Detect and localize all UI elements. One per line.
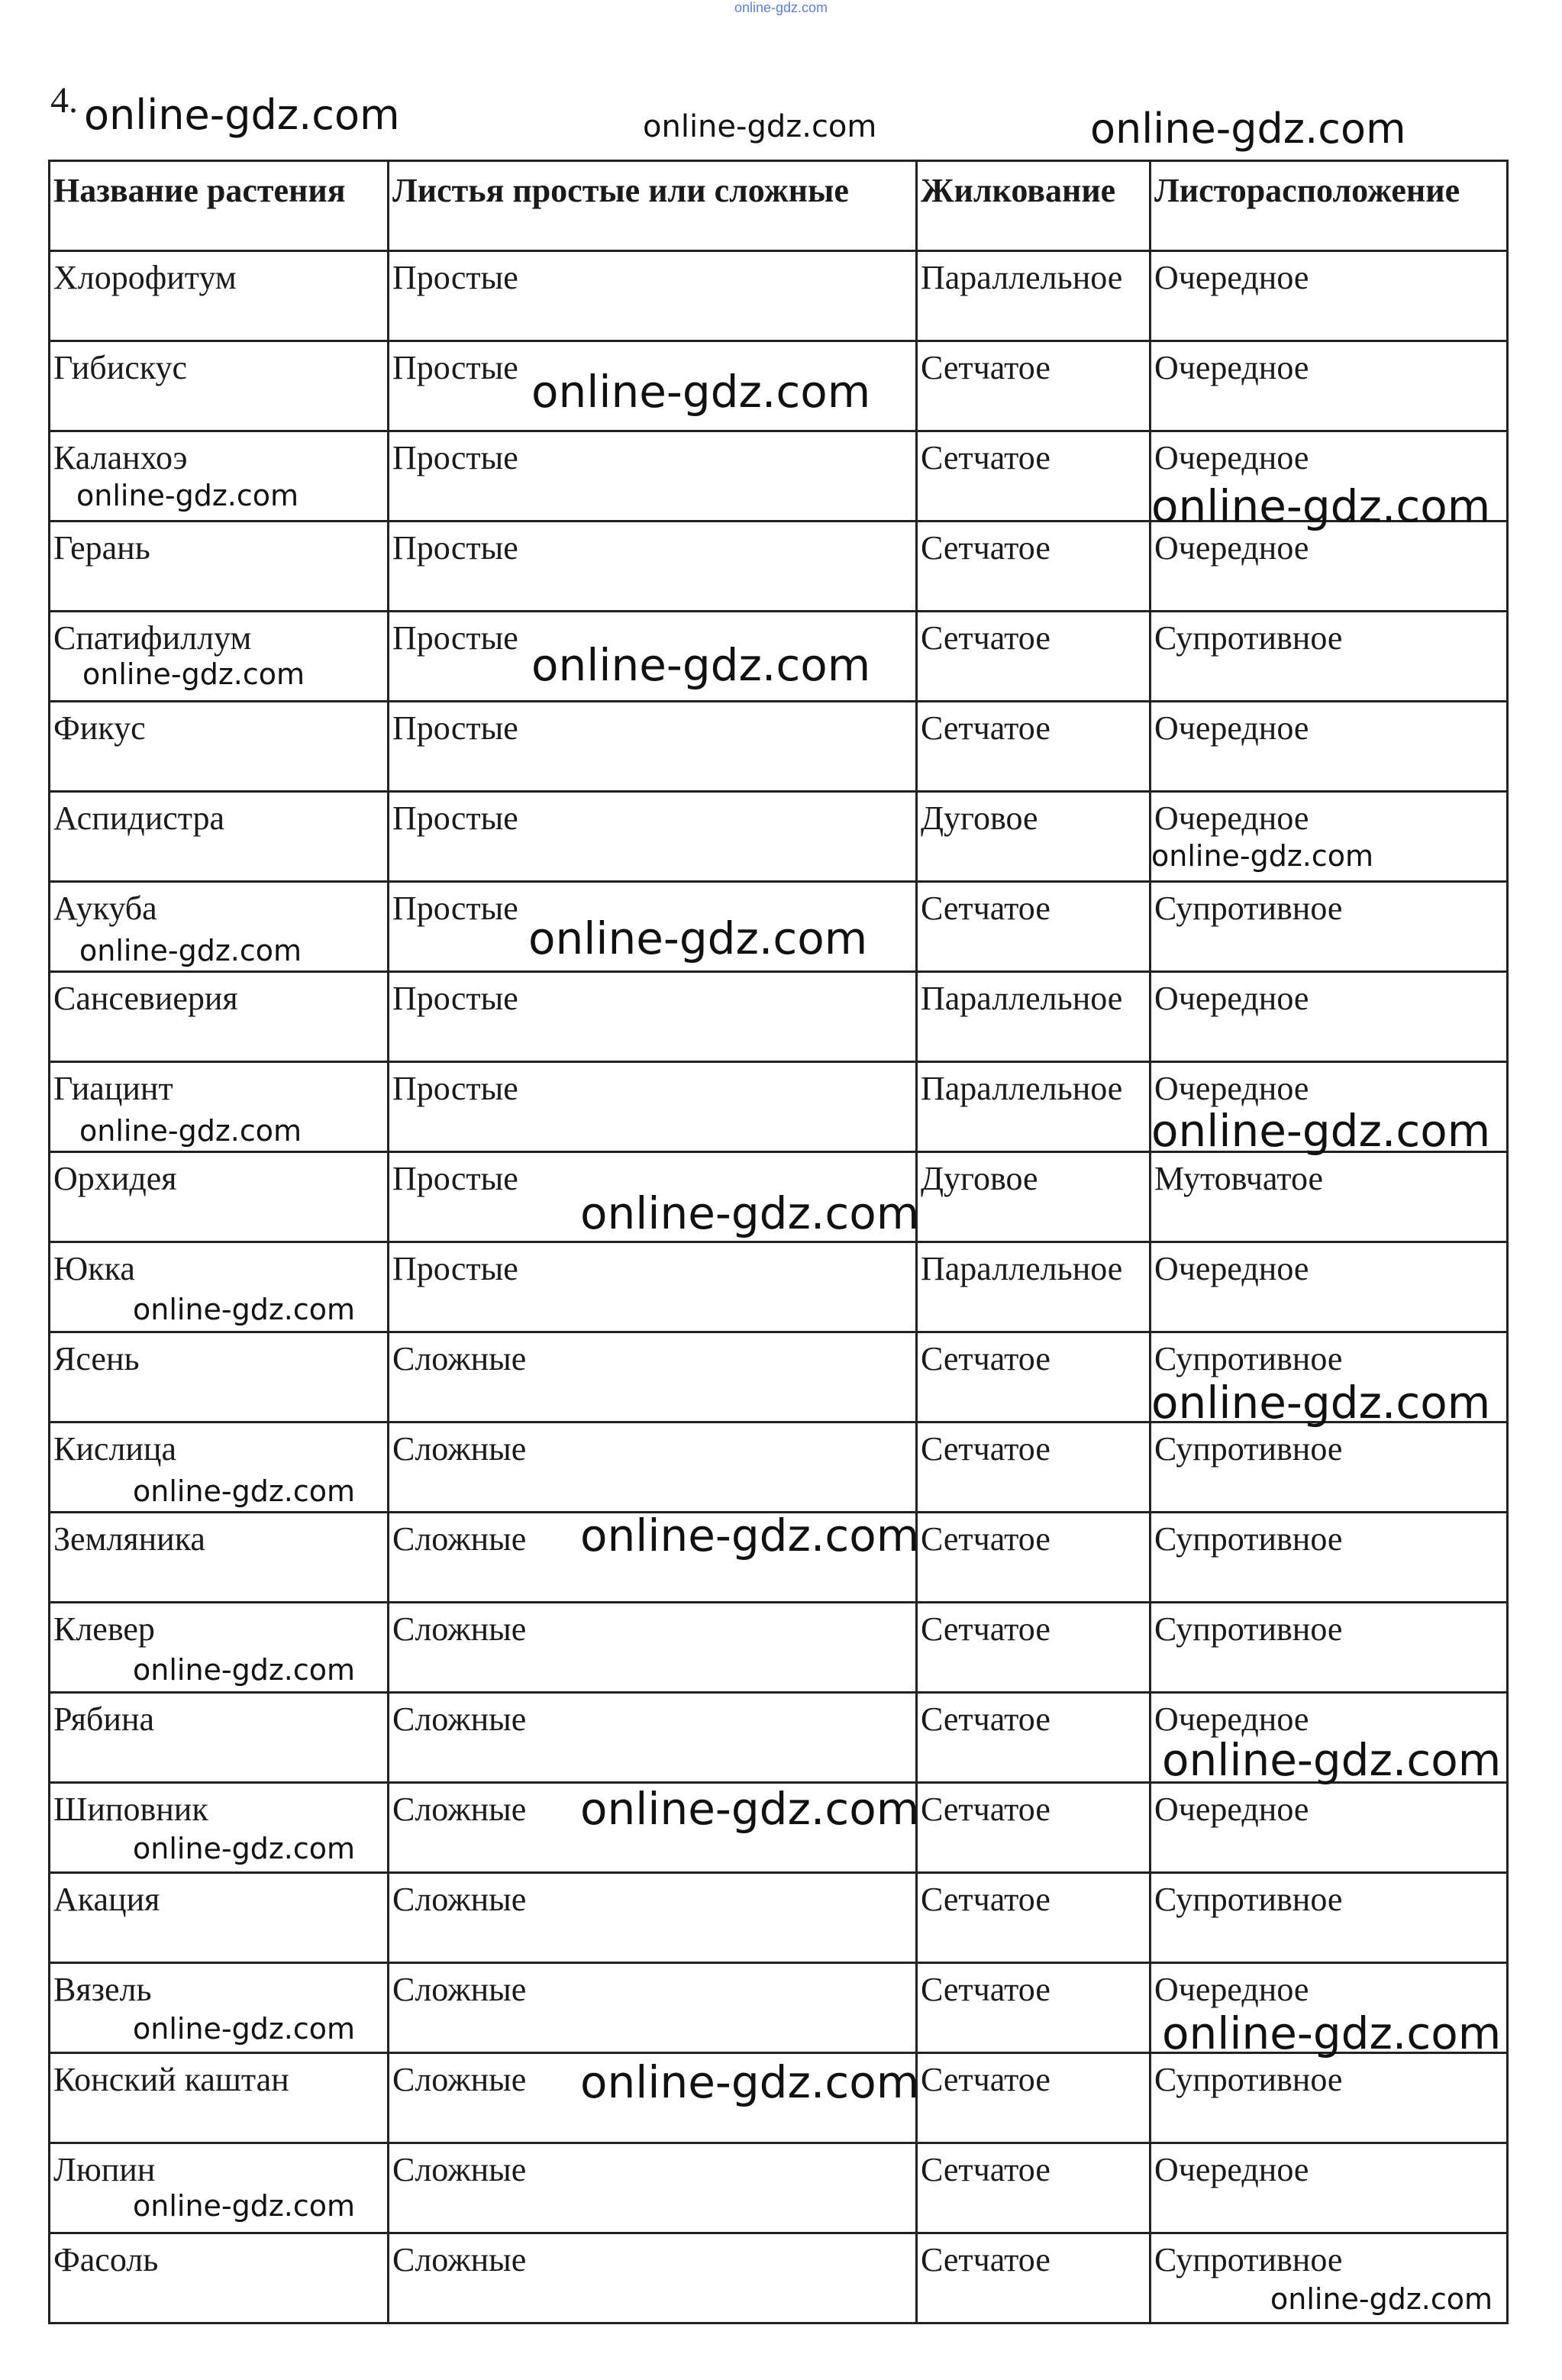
cell-plant-name: Рябина	[50, 1693, 389, 1783]
cell-plant-name: Аукуба	[50, 882, 389, 972]
cell-venation: Параллельное	[917, 251, 1151, 341]
header-leaf-arrangement: Листорасположение	[1151, 161, 1508, 251]
cell-plant-name: Фикус	[50, 702, 389, 792]
watermark: online-gdz.com	[1151, 1377, 1491, 1429]
cell-venation: Сетчатое	[917, 1513, 1151, 1603]
watermark: online-gdz.com	[580, 1187, 920, 1239]
cell-venation: Сетчатое	[917, 2053, 1151, 2143]
cell-leaf-arrangement: Супротивное	[1151, 2233, 1508, 2323]
cell-leaf-type: Сложные	[389, 1963, 917, 2053]
cell-leaf-arrangement: Супротивное	[1151, 612, 1508, 702]
cell-leaf-arrangement: Очередное	[1151, 1062, 1508, 1152]
top-watermark: online-gdz.com	[734, 0, 828, 15]
cell-leaf-type: Сложные	[389, 2053, 917, 2143]
cell-venation: Сетчатое	[917, 2233, 1151, 2323]
cell-leaf-arrangement: Мутовчатое	[1151, 1152, 1508, 1242]
watermark: online-gdz.com	[1162, 2007, 1502, 2059]
watermark: online-gdz.com	[133, 1474, 356, 1508]
cell-leaf-arrangement: Супротивное	[1151, 1603, 1508, 1693]
cell-leaf-arrangement: Супротивное	[1151, 1423, 1508, 1513]
cell-leaf-arrangement: Очередное	[1151, 2143, 1508, 2233]
watermark: online-gdz.com	[1270, 2282, 1493, 2316]
watermark: online-gdz.com	[580, 2056, 920, 2108]
cell-leaf-type: Сложные	[389, 1603, 917, 1693]
cell-leaf-arrangement: Очередное	[1151, 1963, 1508, 2053]
cell-venation: Сетчатое	[917, 2143, 1151, 2233]
cell-plant-name: Юкка	[50, 1242, 389, 1332]
cell-plant-name: Люпин	[50, 2143, 389, 2233]
cell-venation: Дуговое	[917, 792, 1151, 882]
header-leaf-type: Листья простые или сложные	[389, 161, 917, 251]
cell-venation: Сетчатое	[917, 1963, 1151, 2053]
watermark: online-gdz.com	[531, 639, 871, 691]
cell-venation: Параллельное	[917, 972, 1151, 1062]
watermark: online-gdz.com	[82, 657, 305, 691]
cell-leaf-arrangement: Очередное	[1151, 792, 1508, 882]
cell-plant-name: Шиповник	[50, 1783, 389, 1873]
cell-venation: Сетчатое	[917, 1873, 1151, 1963]
watermark: online-gdz.com	[580, 1510, 920, 1561]
cell-venation: Сетчатое	[917, 882, 1151, 972]
watermark: online-gdz.com	[1151, 480, 1491, 532]
cell-plant-name: Гиацинт	[50, 1062, 389, 1152]
cell-leaf-type: Сложные	[389, 2143, 917, 2233]
header-venation: Жилкование	[917, 161, 1151, 251]
cell-venation: Сетчатое	[917, 431, 1151, 522]
watermark: online-gdz.com	[76, 479, 299, 512]
cell-leaf-arrangement: Супротивное	[1151, 882, 1508, 972]
cell-leaf-type: Простые	[389, 1152, 917, 1242]
cell-leaf-type: Простые	[389, 1062, 917, 1152]
cell-venation: Параллельное	[917, 1242, 1151, 1332]
watermark: online-gdz.com	[133, 1653, 356, 1687]
cell-leaf-type: Сложные	[389, 2233, 917, 2323]
cell-leaf-arrangement: Очередное	[1151, 1242, 1508, 1332]
cell-leaf-type: Простые	[389, 431, 917, 522]
cell-leaf-arrangement: Очередное	[1151, 341, 1508, 431]
cell-leaf-arrangement: Супротивное	[1151, 1513, 1508, 1603]
cell-venation: Дуговое	[917, 1152, 1151, 1242]
watermark: online-gdz.com	[580, 1783, 920, 1835]
watermark: online-gdz.com	[1151, 1105, 1491, 1157]
cell-leaf-type: Простые	[389, 522, 917, 612]
cell-leaf-type: Простые	[389, 1242, 917, 1332]
cell-venation: Сетчатое	[917, 1693, 1151, 1783]
table-row	[50, 702, 1508, 792]
watermark: online-gdz.com	[643, 109, 877, 144]
cell-plant-name: Спатифиллум	[50, 612, 389, 702]
cell-leaf-arrangement: Очередное	[1151, 1783, 1508, 1873]
cell-leaf-type: Простые	[389, 702, 917, 792]
cell-plant-name: Хлорофитум	[50, 251, 389, 341]
watermark: online-gdz.com	[84, 91, 400, 139]
cell-leaf-type: Простые	[389, 792, 917, 882]
cell-leaf-type: Сложные	[389, 1783, 917, 1873]
cell-plant-name: Герань	[50, 522, 389, 612]
table-row	[50, 251, 1508, 341]
table-header-row	[50, 161, 1508, 251]
cell-venation: Сетчатое	[917, 1783, 1151, 1873]
cell-leaf-type: Сложные	[389, 1873, 917, 1963]
cell-leaf-arrangement: Супротивное	[1151, 1332, 1508, 1423]
watermark: online-gdz.com	[1162, 1734, 1502, 1786]
cell-plant-name: Земляника	[50, 1513, 389, 1603]
cell-leaf-arrangement: Очередное	[1151, 702, 1508, 792]
cell-leaf-type: Сложные	[389, 1332, 917, 1423]
cell-plant-name: Конский каштан	[50, 2053, 389, 2143]
cell-venation: Сетчатое	[917, 1332, 1151, 1423]
watermark: online-gdz.com	[79, 1114, 302, 1148]
cell-plant-name: Сансевиерия	[50, 972, 389, 1062]
watermark: online-gdz.com	[528, 912, 868, 964]
cell-plant-name: Аспидистра	[50, 792, 389, 882]
cell-leaf-arrangement: Очередное	[1151, 431, 1508, 522]
watermark: online-gdz.com	[133, 2012, 356, 2046]
cell-plant-name: Орхидея	[50, 1152, 389, 1242]
header-plant-name: Название растения	[50, 161, 389, 251]
cell-venation: Сетчатое	[917, 612, 1151, 702]
watermark: online-gdz.com	[531, 366, 871, 418]
cell-plant-name: Вязель	[50, 1963, 389, 2053]
cell-leaf-arrangement: Очередное	[1151, 972, 1508, 1062]
cell-leaf-type: Сложные	[389, 1513, 917, 1603]
watermark: online-gdz.com	[133, 2189, 356, 2223]
cell-plant-name: Каланхоэ	[50, 431, 389, 522]
cell-venation: Сетчатое	[917, 522, 1151, 612]
cell-leaf-arrangement: Супротивное	[1151, 2053, 1508, 2143]
cell-venation: Сетчатое	[917, 702, 1151, 792]
cell-plant-name: Гибискус	[50, 341, 389, 431]
cell-plant-name: Фасоль	[50, 2233, 389, 2323]
cell-leaf-type: Сложные	[389, 1423, 917, 1513]
watermark: online-gdz.com	[133, 1293, 356, 1326]
cell-leaf-arrangement: Очередное	[1151, 1693, 1508, 1783]
cell-venation: Сетчатое	[917, 1603, 1151, 1693]
watermark: online-gdz.com	[1151, 839, 1374, 873]
cell-plant-name: Ясень	[50, 1332, 389, 1423]
cell-plant-name: Кислица	[50, 1423, 389, 1513]
cell-leaf-arrangement: Супротивное	[1151, 1873, 1508, 1963]
cell-leaf-type: Простые	[389, 251, 917, 341]
cell-leaf-type: Сложные	[389, 1693, 917, 1783]
watermark: online-gdz.com	[79, 934, 302, 967]
cell-leaf-type: Простые	[389, 612, 917, 702]
cell-leaf-arrangement: Очередное	[1151, 251, 1508, 341]
table-row	[50, 1873, 1508, 1963]
cell-leaf-arrangement: Очередное	[1151, 522, 1508, 612]
watermark: online-gdz.com	[133, 1832, 356, 1865]
task-number: 4.	[50, 80, 78, 121]
table-row	[50, 972, 1508, 1062]
cell-venation: Сетчатое	[917, 341, 1151, 431]
cell-leaf-type: Простые	[389, 972, 917, 1062]
cell-plant-name: Клевер	[50, 1603, 389, 1693]
cell-venation: Параллельное	[917, 1062, 1151, 1152]
cell-leaf-type: Простые	[389, 882, 917, 972]
cell-plant-name: Акация	[50, 1873, 389, 1963]
cell-leaf-type: Простые	[389, 341, 917, 431]
watermark: online-gdz.com	[1090, 105, 1406, 153]
table-row	[50, 522, 1508, 612]
cell-venation: Сетчатое	[917, 1423, 1151, 1513]
